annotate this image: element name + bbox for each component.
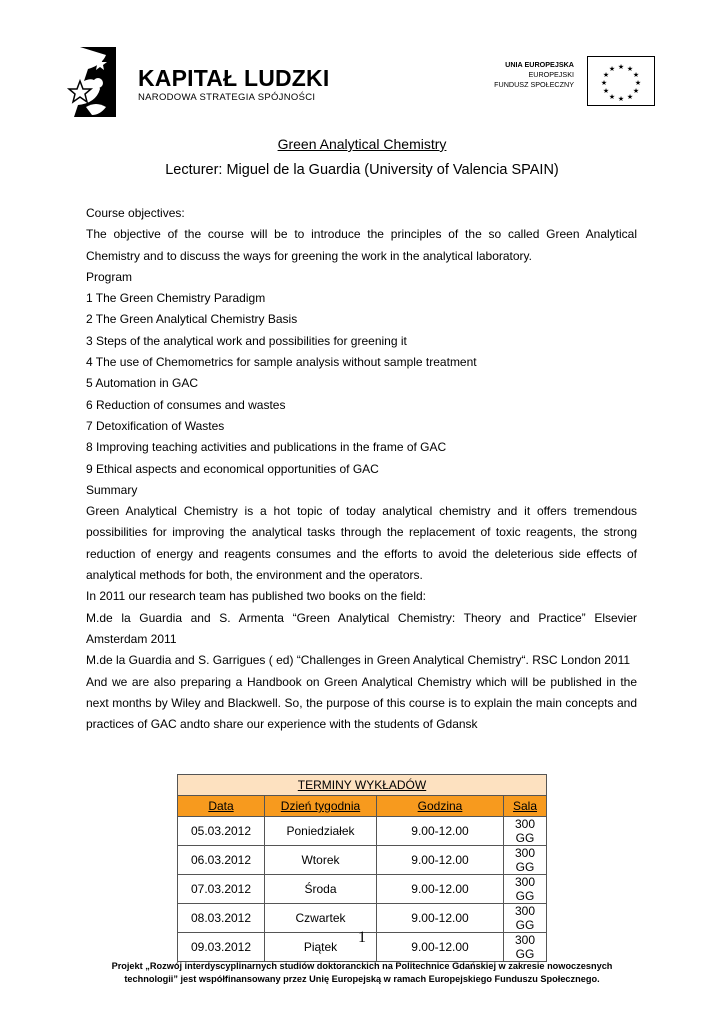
cell-date: 09.03.2012 [178, 933, 265, 962]
books-intro: In 2011 our research team has published two books on the field: [86, 589, 426, 604]
closing-paragraph: And we are also preparing a Handbook on Green Analytical Chemistry which will be published in the next months by Wiley and Blackwell. So, the purpose of this course is to explain the main concepts and practices of GAC andto share our experience with the students of Gdansk [86, 674, 637, 732]
cell-room: 300 GG [504, 875, 547, 904]
page-number: 1 [358, 929, 366, 946]
objectives-text: The objective of the course will be to introduce the principles of the so called Green Analytical Chemistry and to discuss the ways for greening the work in the analytical laboratory. [86, 227, 637, 263]
cell-date: 08.03.2012 [178, 904, 265, 933]
svg-text:★: ★ [626, 93, 634, 101]
svg-text:★: ★ [632, 71, 640, 79]
program-item: 7 Detoxification of Wastes [86, 418, 225, 433]
column-header-day-label: Dzień tygodnia [280, 799, 361, 813]
column-header-date-label: Data [208, 799, 234, 813]
cell-time: 9.00-12.00 [377, 875, 504, 904]
cell-day: Środa [265, 875, 377, 904]
schedule-title-row [178, 775, 547, 796]
program-item: 1 The Green Chemistry Paradigm [86, 291, 266, 306]
cell-room: 300 GG [504, 846, 547, 875]
objectives-heading: Course objectives: [86, 206, 185, 220]
cell-date: 05.03.2012 [178, 817, 265, 846]
kapital-ludzki-logo-icon [66, 45, 118, 119]
cell-day: Wtorek [265, 846, 377, 875]
book-reference-1: M.de la Guardia and S. Armenta “Green Analytical Chemistry: Theory and Practice” Elsevier Amsterdam 2011 [86, 610, 637, 646]
cell-room: 300 GG [504, 933, 547, 962]
program-item: 9 Ethical aspects and economical opportunities of GAC [86, 461, 379, 476]
footer-line-2: technologii” jest współfinansowany przez Unię Europejską w ramach Europejskiego Funduszu Społecznego. [124, 974, 600, 984]
eu-flag-icon [587, 56, 655, 106]
program-heading: Program [86, 269, 133, 284]
column-header-day [265, 796, 377, 817]
cell-time: 9.00-12.00 [377, 817, 504, 846]
column-header-room [504, 796, 547, 817]
document-title: Green Analytical Chemistry [277, 136, 447, 152]
footer-line-1: Projekt „Rozwój interdyscyplinarnych studiów doktoranckich na Politechnice Gdańskiej w zakresie nowoczesnych [111, 961, 613, 971]
cell-room: 300 GG [504, 904, 547, 933]
kapital-ludzki-subtitle: NARODOWA STRATEGIA SPÓJNOŚCI [138, 92, 316, 103]
svg-text:★: ★ [602, 71, 610, 79]
kapital-ludzki-text [138, 66, 329, 103]
column-header-room-label: Sala [512, 799, 538, 813]
summary-heading: Summary [86, 482, 138, 497]
cell-time: 9.00-12.00 [377, 904, 504, 933]
svg-text:★: ★ [600, 79, 608, 87]
page-header [0, 0, 724, 130]
program-item: 3 Steps of the analytical work and possibilities for greening it [86, 333, 407, 348]
document-body [86, 203, 637, 735]
svg-text:★: ★ [602, 87, 610, 95]
svg-text:★: ★ [617, 95, 625, 103]
program-item: 4 The use of Chemometrics for sample analysis without sample treatment [86, 355, 477, 370]
svg-text:★: ★ [634, 79, 642, 87]
program-item: 5 Automation in GAC [86, 376, 199, 391]
table-row [178, 817, 547, 846]
column-header-date [178, 796, 265, 817]
schedule-header-row [178, 796, 547, 817]
cell-day: Poniedziałek [265, 817, 377, 846]
page-footer [90, 960, 634, 986]
cell-room: 300 GG [504, 817, 547, 846]
program-item: 6 Reduction of consumes and wastes [86, 397, 286, 412]
book-reference-2: M.de la Guardia and S. Garrigues ( ed) “Challenges in Green Analytical Chemistry“. RSC London 2011 [86, 653, 631, 668]
eu-logo-line3: FUNDUSZ SPOŁECZNY [494, 80, 574, 89]
cell-date: 06.03.2012 [178, 846, 265, 875]
cell-date: 07.03.2012 [178, 875, 265, 904]
cell-time: 9.00-12.00 [377, 846, 504, 875]
kapital-ludzki-title: KAPITAŁ LUDZKI [138, 65, 330, 91]
eu-logo-text [494, 60, 574, 90]
cell-day: Czwartek [265, 904, 377, 933]
column-header-time [377, 796, 504, 817]
column-header-time-label: Godzina [417, 799, 463, 813]
eu-logo-line2: EUROPEJSKI [528, 70, 574, 79]
table-row [178, 875, 547, 904]
eu-logo [470, 56, 654, 106]
program-item: 8 Improving teaching activities and publications in the frame of GAC [86, 440, 447, 455]
cell-time: 9.00-12.00 [377, 933, 504, 962]
lecturer-line: Lecturer: Miguel de la Guardia (University of Valencia SPAIN) [165, 162, 559, 178]
svg-text:★: ★ [608, 65, 616, 73]
program-item: 2 The Green Analytical Chemistry Basis [86, 312, 298, 327]
table-row [178, 846, 547, 875]
svg-text:★: ★ [632, 87, 640, 95]
cell-day: Piątek [265, 933, 377, 962]
svg-text:★: ★ [608, 93, 616, 101]
summary-text: Green Analytical Chemistry is a hot topic of today analytical chemistry and it offers tremendous possibilities for improving the analytical tasks through the replacement of toxic reagents, the strong reduction of energy and reagents consumes and the efforts to avoid the deleterious side effects of analytical methods for both, the environment and the operators. [86, 504, 637, 583]
svg-text:★: ★ [617, 63, 625, 71]
schedule-title: TERMINY WYKŁADÓW [178, 775, 547, 796]
svg-text:★: ★ [626, 65, 634, 73]
eu-logo-line1: UNIA EUROPEJSKA [505, 60, 574, 69]
